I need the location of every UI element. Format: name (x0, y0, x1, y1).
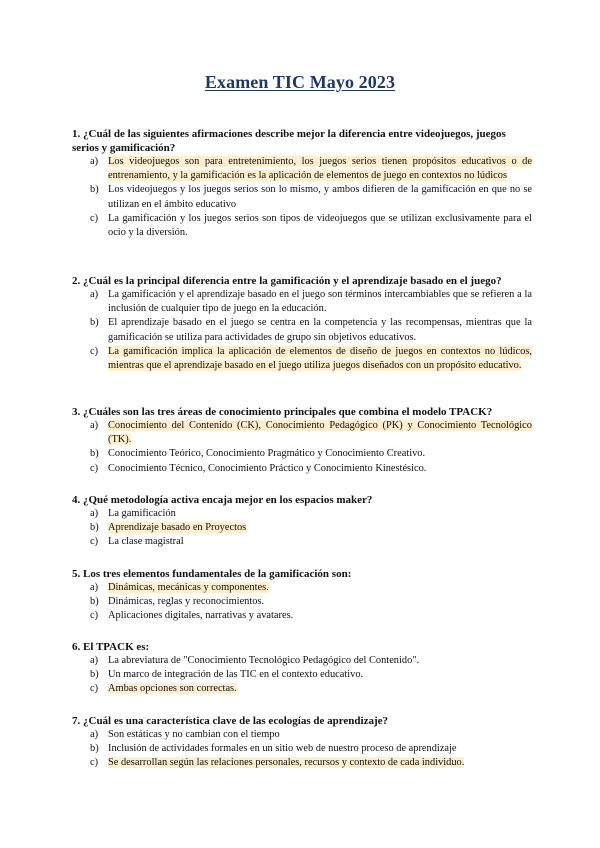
option-text: La gamificación y los juegos serios son tipos de videojuegos que se utilizan exclusivamente para el ocio y la diversión. (108, 212, 532, 239)
option-text: Son estáticas y no cambian con el tiempo (108, 729, 280, 740)
option-letter: c) (90, 462, 99, 474)
option-item (72, 756, 532, 770)
option-item (72, 212, 532, 240)
option-item (72, 447, 532, 461)
option-item (72, 742, 532, 756)
option-item (72, 507, 532, 521)
option-letter: a) (90, 289, 99, 300)
question-block (72, 567, 532, 624)
option-letter: c) (90, 345, 99, 357)
option-text: Un marco de integración de las TIC en el contexto educativo. (108, 669, 364, 681)
option-letter: b) (90, 596, 99, 608)
option-letter: c) (90, 757, 99, 769)
option-item (72, 288, 532, 316)
question-block (72, 127, 532, 240)
option-letter: a) (90, 508, 99, 519)
question-block (72, 640, 532, 697)
option-letter: b) (90, 448, 99, 460)
option-item (72, 609, 532, 623)
option-letter: a) (90, 582, 99, 593)
option-text-highlighted: Dinámicas, mecánicas y componentes. (108, 582, 269, 593)
option-text: Los videojuegos y los juegos serios son lo mismo, y ambos difieren de la gamificación en que no se utilizan en el ámbito educativo (108, 184, 532, 210)
option-text-highlighted: Aprendizaje basado en Proyectos (108, 522, 247, 534)
option-letter: a) (90, 655, 99, 666)
option-letter: b) (90, 743, 99, 755)
option-text: Aplicaciones digitales, narrativas y avatares. (108, 610, 294, 622)
option-item (72, 668, 532, 682)
option-letter: b) (90, 317, 99, 329)
question-block (72, 714, 532, 771)
option-item (72, 316, 532, 344)
option-letter: a) (90, 729, 99, 740)
options-list (72, 419, 532, 476)
option-item (72, 183, 532, 211)
option-item (72, 521, 532, 535)
question-text: 3. ¿Cuáles son las tres áreas de conocimiento principales que combina el modelo TPACK? (72, 406, 493, 418)
option-letter: b) (90, 522, 99, 534)
option-letter: c) (90, 610, 99, 622)
option-item (72, 728, 532, 742)
question-text: 1. ¿Cuál de las siguientes afirmaciones describe mejor la diferencia entre videojuegos, juegos serios y gamificación? (72, 128, 506, 154)
option-letter: c) (90, 683, 99, 695)
option-letter: c) (90, 536, 99, 548)
question-text: 5. Los tres elementos fundamentales de la gamificación son: (72, 568, 352, 580)
option-item (72, 654, 532, 668)
options-list (72, 728, 532, 771)
option-text: El aprendizaje basado en el juego se centra en la competencia y las recompensas, mientras que la gamificación se utiliza para actividades de grupo sin objetivos educativos. (108, 317, 532, 343)
question-text: 4. ¿Qué metodología activa encaja mejor en los espacios maker? (72, 494, 373, 506)
option-text-highlighted: La gamificación implica la aplicación de elementos de diseño de juegos en contextos no lúdicos, mientras que el aprendizaje basado en el juego utiliza juegos diseñados con un propósito educativo. (108, 345, 532, 372)
option-text-highlighted: Ambas opciones son correctas. (108, 683, 237, 695)
option-item (72, 419, 532, 447)
options-list (72, 155, 532, 240)
option-item (72, 155, 532, 183)
option-text: La clase magistral (108, 536, 184, 548)
option-item (72, 535, 532, 549)
option-letter: c) (90, 212, 99, 224)
option-letter: b) (90, 184, 99, 196)
question-text: 6. El TPACK es: (72, 641, 150, 653)
options-list (72, 654, 532, 697)
option-text: La gamificación y el aprendizaje basado en el juego son términos intercambiables que se refieren a la inclusión de cualquier tipo de juego en la educación. (108, 289, 532, 315)
option-item (72, 462, 532, 476)
option-text: La gamificación (108, 508, 176, 519)
option-item (72, 595, 532, 609)
question-block (72, 405, 532, 476)
option-letter: a) (90, 156, 99, 167)
option-text: Conocimiento Teórico, Conocimiento Pragmático y Conocimiento Creativo. (108, 448, 426, 460)
options-list (72, 288, 532, 373)
option-letter: a) (90, 420, 99, 431)
question-block (72, 493, 532, 550)
option-text: La abreviatura de "Conocimiento Tecnológico Pedagógico del Contenido". (108, 655, 420, 666)
option-text: Dinámicas, reglas y reconocimientos. (108, 596, 265, 608)
option-item (72, 345, 532, 373)
option-text-highlighted: Los videojuegos son para entretenimiento, los juegos serios tienen propósitos educativos o de entrenamiento, y la gamificación es la aplicación de elementos de juego en contextos no lúdicos (108, 156, 532, 182)
option-item (72, 682, 532, 696)
option-text: Conocimiento Técnico, Conocimiento Práctico y Conocimiento Kinestésico. (108, 462, 427, 474)
question-text: 7. ¿Cuál es una característica clave de las ecologías de aprendizaje? (72, 715, 388, 727)
option-letter: b) (90, 669, 99, 681)
question-text: 2. ¿Cuál es la principal diferencia entre la gamificación y el aprendizaje basado en el juego? (72, 275, 502, 287)
option-item (72, 581, 532, 595)
options-list (72, 581, 532, 624)
options-list (72, 507, 532, 550)
option-text-highlighted: Conocimiento del Contenido (CK), Conocimiento Pedagógico (PK) y Conocimiento Tecnológico (TK). (108, 420, 532, 446)
option-text: Inclusión de actividades formales en un sitio web de nuestro proceso de aprendizaje (108, 743, 457, 755)
page-title: Examen TIC Mayo 2023 (204, 72, 396, 92)
question-block (72, 274, 532, 373)
option-text-highlighted: Se desarrollan según las relaciones personales, recursos y contexto de cada individuo. (108, 757, 465, 769)
